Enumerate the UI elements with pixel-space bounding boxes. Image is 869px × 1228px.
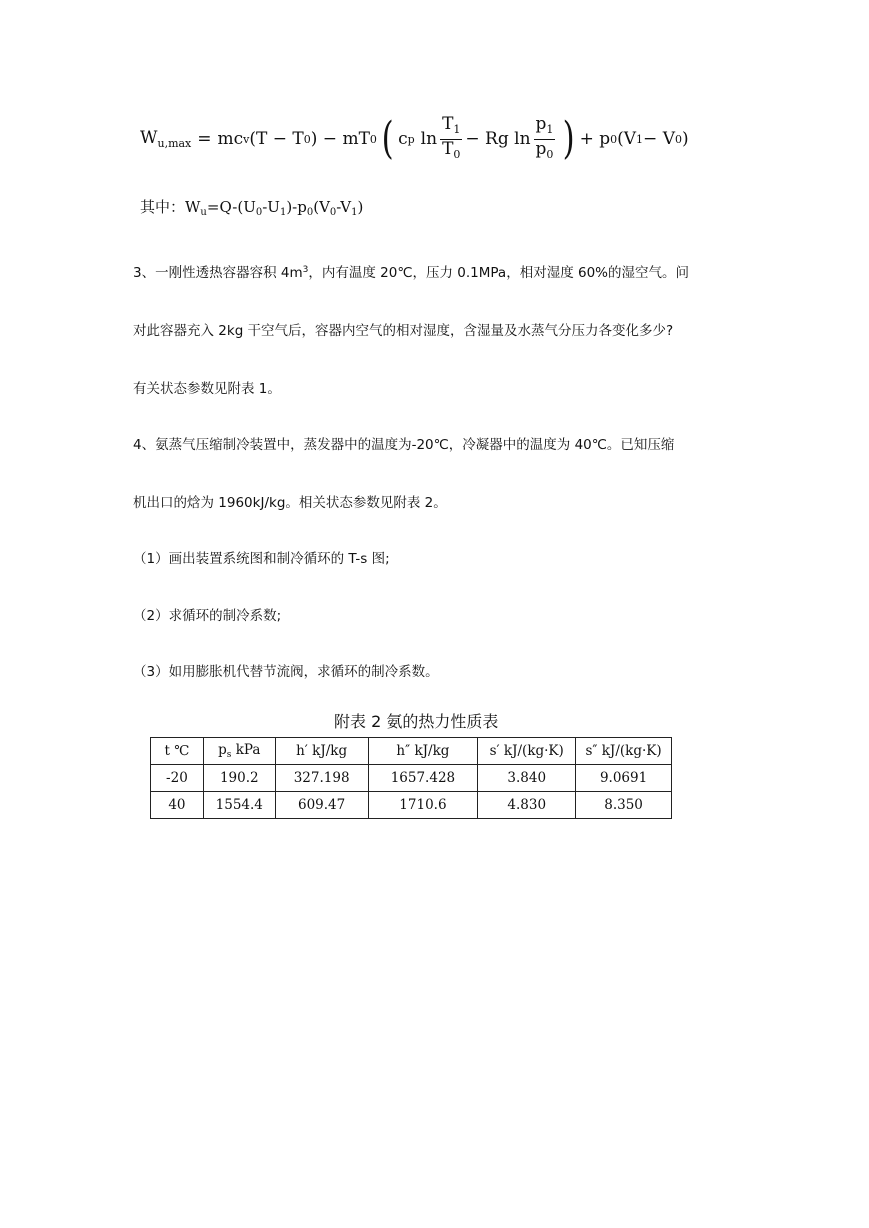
table-cell: 9.0691 [576, 765, 672, 792]
formula-term: − V [643, 129, 675, 149]
table-cell: 1657.428 [368, 765, 478, 792]
table-row [151, 792, 672, 819]
header-saturation-pressure: $p_s$ kPa [203, 738, 275, 765]
ammonia-properties-table [150, 737, 672, 819]
formula-term: c [398, 129, 408, 149]
formula-term: ln [420, 129, 438, 149]
table-cell: 190.2 [203, 765, 275, 792]
problem-4-line-2: 机出口的焓为 1960kJ/kg。相关状态参数见附表 2。 [133, 495, 447, 511]
table-cell: 327.198 [275, 765, 368, 792]
question-3: （3）如用膨胀机代替节流阀，求循环的制冷系数。 [133, 664, 439, 680]
header-liquid-enthalpy: h′ kJ/kg [275, 738, 368, 765]
table-cell: 1554.4 [203, 792, 275, 819]
formula-term: − Rg ln [465, 129, 531, 149]
question-2: （2）求循环的制冷系数; [133, 608, 282, 624]
header-liquid-entropy: s′ kJ/(kg·K) [478, 738, 576, 765]
formula-term: mc [217, 129, 244, 149]
table-cell: -20 [151, 765, 204, 792]
table-header-row [151, 738, 672, 765]
problem-3-line-3: 有关状态参数见附表 1。 [133, 381, 281, 397]
formula-equals: = [197, 129, 212, 149]
formula-term: (T − T [249, 129, 304, 149]
formula-term: + p [579, 129, 611, 149]
formula-fraction-temperature: $\frac{T_1}{T_0}$ [442, 113, 461, 161]
table-cell: 8.350 [576, 792, 672, 819]
formula-term: ) − mT [310, 129, 370, 149]
problem-4-line-1: 4、氨蒸气压缩制冷装置中，蒸发器中的温度为-20℃，冷凝器中的温度为 40℃。已知压缩 [133, 437, 675, 453]
table-cell: 4.830 [478, 792, 576, 819]
formula-definition: 其中：$W_u=Q-(U_0-U_1)-p_0(V_0-V_1)$ [140, 198, 364, 218]
formula-lhs: $W_{u,max}$ [140, 128, 192, 150]
problem-3-line-2: 对此容器充入 2kg 干空气后，容器内空气的相对湿度，含湿量及水蒸气分压力各变化多少? [133, 323, 674, 339]
table-cell: 609.47 [275, 792, 368, 819]
table-cell: 3.840 [478, 765, 576, 792]
question-1: （1）画出装置系统图和制冷循环的 T-s 图; [133, 551, 390, 567]
table-cell: 40 [151, 792, 204, 819]
header-vapor-enthalpy: h″ kJ/kg [368, 738, 478, 765]
formula-paren: ) [562, 113, 576, 164]
header-temperature: t ℃ [151, 738, 204, 765]
problem-3-line-1: 3、一刚性透热容器容积 $4m^3$，内有温度 20℃，压力 0.1MPa，相对湿度 60%的湿空气。问 [133, 265, 690, 281]
max-useful-work-formula: $W_{u,max}$ = mc v (T − T 0 ) − mT 0 ( c p ln $\frac{T_1}{T_0}$ − Rg ln $\frac{p_1}{p_0}$ ) + p 0 (V 1 − V 0 ) [140, 113, 689, 164]
formula-paren: ( [381, 113, 394, 164]
table-cell: 1710.6 [368, 792, 478, 819]
table-row [151, 765, 672, 792]
formula-term: ) [681, 129, 689, 149]
formula-fraction-pressure: $\frac{p_1}{p_0}$ [535, 113, 554, 161]
formula-term: (V [617, 129, 637, 149]
header-vapor-entropy: s″ kJ/(kg·K) [576, 738, 672, 765]
table-caption: 附表 2 氨的热力性质表 [334, 712, 499, 731]
